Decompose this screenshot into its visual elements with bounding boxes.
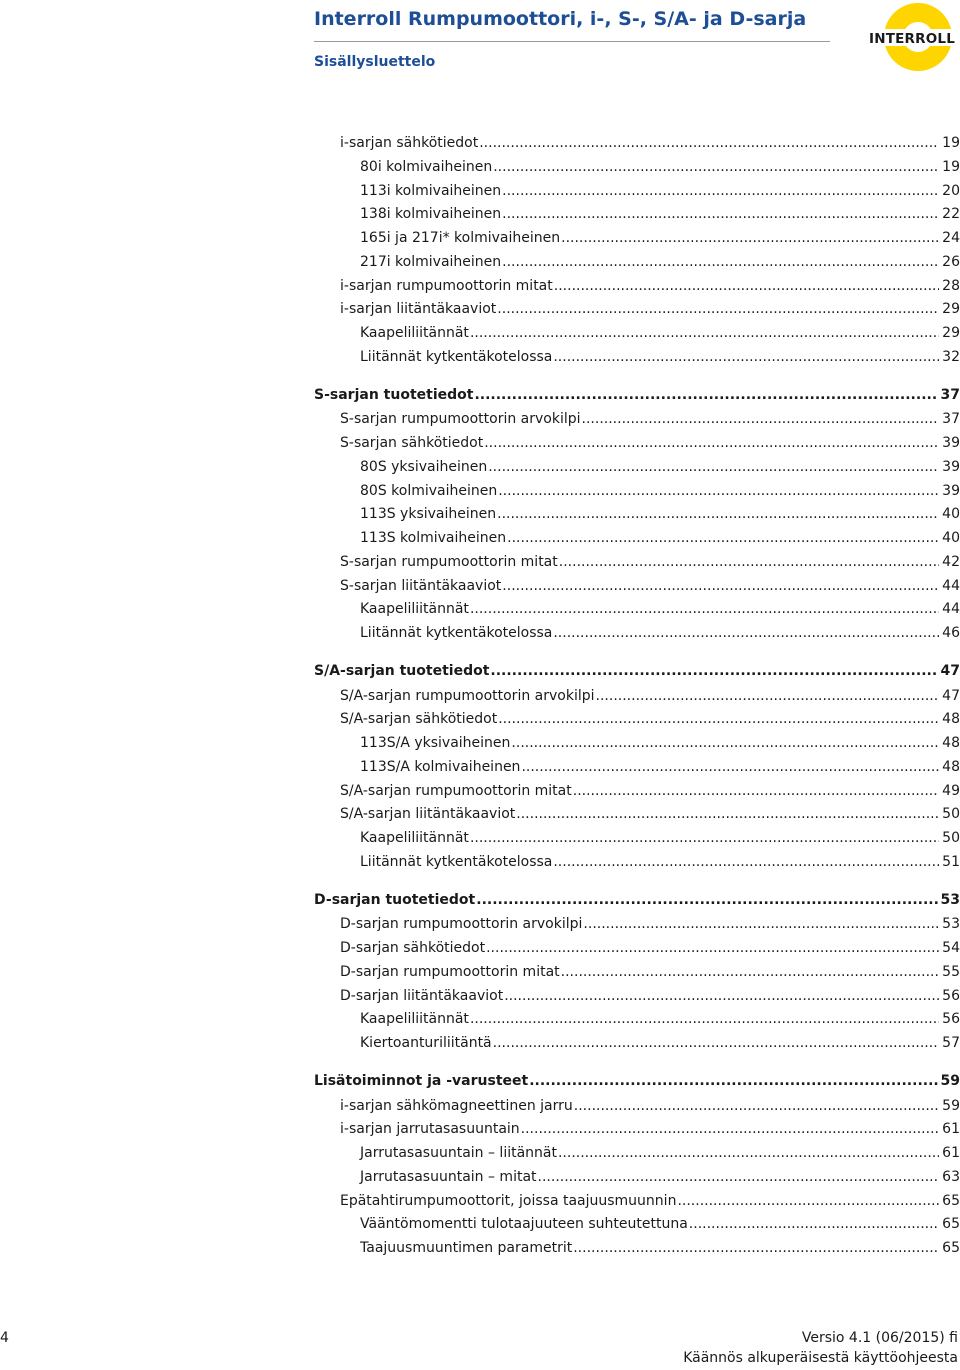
toc-entry[interactable] — [314, 131, 960, 155]
toc-dot-leader — [677, 1189, 939, 1213]
toc-page-number: 44 — [942, 601, 960, 618]
toc-entry[interactable] — [314, 274, 960, 298]
header-divider — [314, 41, 830, 42]
toc-dot-leader — [493, 155, 939, 179]
toc-entry[interactable] — [314, 431, 960, 455]
toc-page-number: 53 — [942, 916, 960, 933]
footer-version: Versio 4.1 (06/2015) fi — [801, 1330, 958, 1346]
toc-dot-leader — [529, 1069, 937, 1093]
toc-page-number: 44 — [942, 577, 960, 594]
toc-entry-label: Kaapeliliitännät — [360, 601, 469, 618]
toc-dot-leader — [488, 455, 939, 479]
toc-page-number: 63 — [942, 1168, 960, 1185]
toc-dot-leader — [573, 1236, 939, 1260]
toc-page-number: 37 — [942, 411, 960, 428]
toc-entry[interactable] — [314, 321, 960, 345]
toc-entry-label: Vääntömomentti tulotaajuuteen suhteutettuna — [360, 1216, 688, 1233]
toc-page-number: 40 — [942, 530, 960, 546]
toc-entry-label: Jarrutasasuuntain – mitat — [360, 1168, 537, 1185]
toc-entry[interactable] — [314, 297, 960, 321]
toc-chapter-entry[interactable] — [314, 1069, 960, 1093]
toc-dot-leader — [497, 502, 939, 526]
toc-entry[interactable] — [314, 731, 960, 755]
toc-chapter-entry[interactable] — [314, 659, 960, 683]
toc-page-number: 39 — [942, 435, 960, 451]
toc-page-number: 47 — [940, 662, 960, 679]
toc-entry-label: Kaapeliliitännät — [360, 1011, 469, 1028]
toc-entry-label: 80S yksivaiheinen — [360, 458, 488, 475]
toc-entry[interactable] — [314, 802, 960, 826]
toc-page-number: 29 — [942, 325, 960, 341]
toc-entry-label: S/A-sarjan tuotetiedot — [314, 662, 490, 679]
toc-entry[interactable] — [314, 597, 960, 621]
toc-entry-label: S-sarjan rumpumoottorin arvokilpi — [340, 411, 581, 428]
toc-dot-leader — [484, 431, 939, 455]
toc-dot-leader — [502, 179, 939, 203]
footer-translation-note: Käännös alkuperäisestä käyttöohjeesta — [683, 1350, 958, 1366]
toc-entry-label: D-sarjan liitäntäkaaviot — [340, 987, 504, 1004]
toc-dot-leader — [502, 202, 939, 226]
toc-page-number: 50 — [942, 830, 960, 846]
toc-page-number: 65 — [942, 1192, 960, 1209]
toc-entry[interactable] — [314, 250, 960, 274]
toc-entry-label: D-sarjan rumpumoottorin arvokilpi — [340, 916, 583, 933]
document-title: Interroll Rumpumoottori, i-, S-, S/A- ja D-sarja — [314, 8, 807, 30]
toc-entry-label: Taajuusmuuntimen parametrit — [360, 1240, 573, 1256]
toc-dot-leader — [574, 1094, 939, 1118]
toc-entry-label: S-sarjan sähkötiedot — [340, 435, 484, 451]
toc-entry[interactable] — [314, 984, 960, 1008]
toc-page-number: 37 — [940, 386, 960, 403]
toc-entry[interactable] — [314, 407, 960, 431]
toc-dot-leader — [493, 1031, 939, 1055]
toc-dot-leader — [486, 936, 939, 960]
toc-page-number: 32 — [942, 348, 960, 365]
toc-entry[interactable] — [314, 1212, 960, 1236]
toc-entry-label: S/A-sarjan rumpumoottorin arvokilpi — [340, 687, 595, 704]
toc-chapter-entry[interactable] — [314, 888, 960, 912]
toc-entry-label: 217i kolmivaiheinen — [360, 253, 502, 270]
toc-entry-label: Liitännät kytkentäkotelossa — [360, 625, 553, 641]
toc-page-number: 48 — [942, 758, 960, 775]
toc-page-number: 24 — [942, 230, 960, 246]
toc-dot-leader — [553, 621, 939, 645]
toc-entry-label: S-sarjan liitäntäkaaviot — [340, 577, 502, 594]
toc-page-number: 48 — [942, 711, 960, 728]
toc-entry-label: D-sarjan rumpumoottorin mitat — [340, 963, 560, 980]
toc-dot-leader — [470, 597, 939, 621]
toc-dot-leader — [470, 826, 939, 850]
toc-page-number: 55 — [942, 963, 960, 980]
toc-entry[interactable] — [314, 179, 960, 203]
toc-entry[interactable] — [314, 755, 960, 779]
toc-entry[interactable] — [314, 479, 960, 503]
toc-page-number: 39 — [942, 482, 960, 499]
toc-dot-leader — [521, 755, 939, 779]
toc-entry-label: 113S/A yksivaiheinen — [360, 735, 511, 751]
toc-entry-label: i-sarjan rumpumoottorin mitat — [340, 277, 553, 294]
toc-dot-leader — [561, 226, 939, 250]
toc-entry-label: Epätahtirumpumoottorit, joissa taajuusmuunnin — [340, 1192, 677, 1209]
toc-entry[interactable] — [314, 850, 960, 874]
toc-page-number: 50 — [942, 806, 960, 823]
toc-dot-leader — [490, 659, 937, 683]
interroll-logo — [860, 2, 960, 72]
toc-page-number: 65 — [942, 1240, 960, 1256]
toc-dot-leader — [561, 960, 939, 984]
toc-entry-label: S/A-sarjan liitäntäkaaviot — [340, 806, 516, 823]
toc-entry[interactable] — [314, 826, 960, 850]
toc-page-number: 42 — [942, 553, 960, 570]
toc-dot-leader — [573, 779, 939, 803]
toc-dot-leader — [497, 297, 939, 321]
toc-entry-label: Liitännät kytkentäkotelossa — [360, 348, 553, 365]
toc-page-number: 49 — [942, 782, 960, 799]
toc-entry[interactable] — [314, 1007, 960, 1031]
toc-entry[interactable] — [314, 155, 960, 179]
toc-page-number: 57 — [942, 1035, 960, 1051]
toc-entry-label: 80S kolmivaiheinen — [360, 482, 498, 499]
toc-dot-leader — [470, 1007, 939, 1031]
toc-dot-leader — [504, 984, 939, 1008]
toc-dot-leader — [583, 912, 939, 936]
toc-entry[interactable] — [314, 1117, 960, 1141]
toc-entry-label: S/A-sarjan sähkötiedot — [340, 711, 498, 728]
toc-dot-leader — [516, 802, 939, 826]
toc-entry[interactable] — [314, 1031, 960, 1055]
toc-entry[interactable] — [314, 779, 960, 803]
toc-entry-label: S/A-sarjan rumpumoottorin mitat — [340, 782, 572, 799]
toc-dot-leader — [502, 574, 939, 598]
toc-dot-leader — [596, 684, 939, 708]
toc-page-number: 20 — [942, 182, 960, 199]
toc-entry[interactable] — [314, 684, 960, 708]
toc-dot-leader — [498, 707, 939, 731]
toc-page-number: 54 — [942, 940, 960, 956]
toc-entry-label: i-sarjan sähkömagneettinen jarru — [340, 1097, 573, 1114]
toc-entry-label: Liitännät kytkentäkotelossa — [360, 853, 553, 870]
toc-entry[interactable] — [314, 621, 960, 645]
toc-dot-leader — [558, 1141, 939, 1165]
toc-entry-label: Lisätoiminnot ja -varusteet — [314, 1072, 529, 1089]
toc-entry-label: D-sarjan tuotetiedot — [314, 891, 476, 908]
toc-entry[interactable] — [314, 1189, 960, 1213]
toc-page-number: 28 — [942, 277, 960, 294]
toc-page-number: 46 — [942, 625, 960, 641]
toc-entry-label: D-sarjan sähkötiedot — [340, 940, 486, 956]
toc-page-number: 53 — [940, 891, 960, 908]
toc-entry[interactable] — [314, 960, 960, 984]
toc-entry[interactable] — [314, 202, 960, 226]
toc-dot-leader — [474, 383, 937, 407]
toc-entry-label: 80i kolmivaiheinen — [360, 158, 493, 175]
toc-dot-leader — [476, 888, 937, 912]
toc-page-number: 39 — [942, 458, 960, 475]
toc-entry-label: 113S yksivaiheinen — [360, 506, 497, 523]
toc-dot-leader — [498, 479, 939, 503]
toc-entry[interactable] — [314, 707, 960, 731]
toc-page-number: 19 — [942, 135, 960, 151]
section-title: Sisällysluettelo — [314, 54, 436, 70]
toc-entry[interactable] — [314, 550, 960, 574]
toc-dot-leader — [470, 321, 939, 345]
toc-dot-leader — [554, 274, 939, 298]
toc-entry-label: 138i kolmivaiheinen — [360, 206, 502, 223]
toc-page-number: 22 — [942, 206, 960, 223]
toc-entry-label: 165i ja 217i* kolmivaiheinen — [360, 230, 561, 246]
toc-page-number: 59 — [940, 1072, 960, 1089]
toc-entry[interactable] — [314, 455, 960, 479]
toc-page-number: 65 — [942, 1216, 960, 1233]
toc-page-number: 26 — [942, 253, 960, 270]
toc-entry-label: Jarrutasasuuntain – liitännät — [360, 1145, 557, 1161]
toc-entry[interactable] — [314, 1236, 960, 1260]
toc-entry[interactable] — [314, 526, 960, 550]
toc-entry-label: Kaapeliliitännät — [360, 325, 469, 341]
toc-dot-leader — [553, 345, 939, 369]
toc-dot-leader — [502, 250, 939, 274]
toc-dot-leader — [559, 550, 939, 574]
toc-entry[interactable] — [314, 1141, 960, 1165]
toc-page-number: 56 — [942, 1011, 960, 1028]
toc-dot-leader — [582, 407, 939, 431]
toc-page-number: 29 — [942, 301, 960, 318]
toc-entry[interactable] — [314, 1165, 960, 1189]
toc-entry[interactable] — [314, 226, 960, 250]
toc-entry[interactable] — [314, 502, 960, 526]
toc-entry-label: S-sarjan tuotetiedot — [314, 386, 474, 403]
footer-page-number: 4 — [0, 1330, 9, 1346]
toc-entry[interactable] — [314, 936, 960, 960]
toc-entry-label: Kiertoanturiliitäntä — [360, 1035, 492, 1051]
toc-page-number: 56 — [942, 987, 960, 1004]
toc-entry-label: 113S/A kolmivaiheinen — [360, 758, 521, 775]
toc-entry[interactable] — [314, 1094, 960, 1118]
toc-entry[interactable] — [314, 345, 960, 369]
toc-dot-leader — [553, 850, 939, 874]
toc-entry-label: Kaapeliliitännät — [360, 830, 469, 846]
toc-page-number: 51 — [942, 853, 960, 870]
toc-dot-leader — [479, 131, 939, 155]
toc-entry-label: 113i kolmivaiheinen — [360, 182, 502, 199]
toc-dot-leader — [689, 1212, 939, 1236]
logo-wordmark: INTERROLL — [868, 31, 956, 47]
toc-entry[interactable] — [314, 912, 960, 936]
toc-entry-label: i-sarjan sähkötiedot — [340, 135, 479, 151]
toc-page-number: 61 — [942, 1121, 960, 1138]
toc-dot-leader — [538, 1165, 939, 1189]
toc-page-number: 61 — [942, 1145, 960, 1161]
toc-entry-label: S-sarjan rumpumoottorin mitat — [340, 553, 558, 570]
toc-entry[interactable] — [314, 574, 960, 598]
toc-page-number: 59 — [942, 1097, 960, 1114]
toc-entry-label: i-sarjan liitäntäkaaviot — [340, 301, 497, 318]
toc-chapter-entry[interactable] — [314, 383, 960, 407]
toc-dot-leader — [507, 526, 939, 550]
toc-dot-leader — [521, 1117, 939, 1141]
toc-page-number: 47 — [942, 687, 960, 704]
toc-entry-label: i-sarjan jarrutasasuuntain — [340, 1121, 520, 1138]
toc-page-number: 48 — [942, 735, 960, 751]
toc-entry-label: 113S kolmivaiheinen — [360, 530, 507, 546]
toc-page-number: 19 — [942, 158, 960, 175]
toc-dot-leader — [511, 731, 939, 755]
toc-page-number: 40 — [942, 506, 960, 523]
